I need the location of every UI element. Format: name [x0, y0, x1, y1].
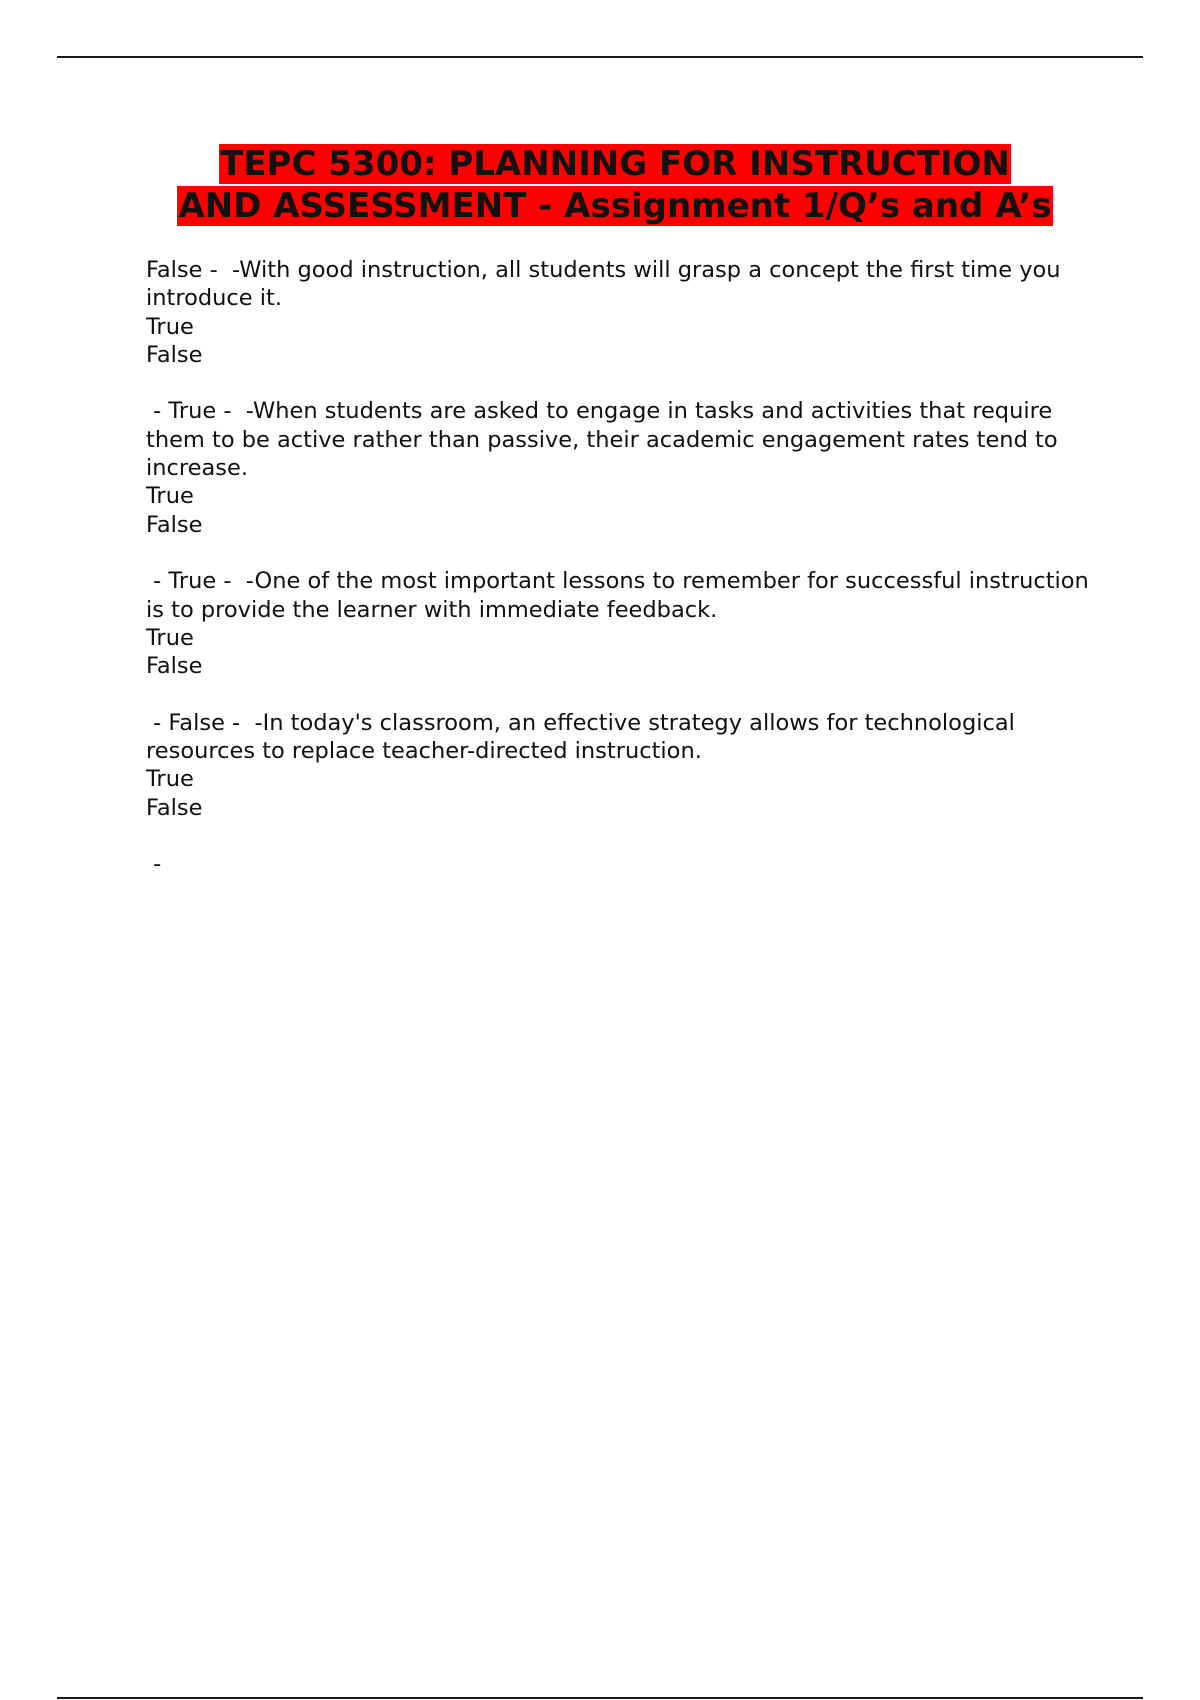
- qa-item: [146, 709, 1096, 822]
- document-title: [140, 143, 1090, 227]
- option-false: False: [146, 653, 203, 680]
- option-false: False: [146, 511, 203, 538]
- option-true: True: [146, 624, 194, 651]
- option-true: True: [146, 483, 194, 510]
- option-false: False: [146, 794, 203, 821]
- question-text: - True - -When students are asked to engage in tasks and activities that require them to be active rather than passive, their academic engagement rates tend to increase.: [146, 398, 1065, 482]
- qa-item: [146, 397, 1096, 538]
- qa-content: [146, 256, 1096, 879]
- title-line-2: AND ASSESSMENT - Assignment 1/Q’s and A’s: [178, 186, 1052, 226]
- trailing-dash: -: [146, 851, 162, 878]
- option-false: False: [146, 341, 203, 368]
- qa-item: [146, 567, 1096, 680]
- question-text: - True - -One of the most important lessons to remember for successful instruction is to provide the learner with immediate feedback.: [146, 568, 1096, 623]
- title-line-1: TEPC 5300: PLANNING FOR INSTRUCTION: [220, 144, 1010, 184]
- question-text: - False - -In today's classroom, an effective strategy allows for technological resources to replace teacher-directed instruction.: [146, 709, 1023, 765]
- option-true: True: [146, 766, 194, 793]
- option-true: True: [146, 313, 194, 340]
- bottom-rule: [57, 1697, 1143, 1699]
- question-text: False - -With good instruction, all students will grasp a concept the first time you introduce it.: [146, 257, 1068, 312]
- qa-item: [146, 256, 1096, 369]
- top-rule: [57, 56, 1143, 58]
